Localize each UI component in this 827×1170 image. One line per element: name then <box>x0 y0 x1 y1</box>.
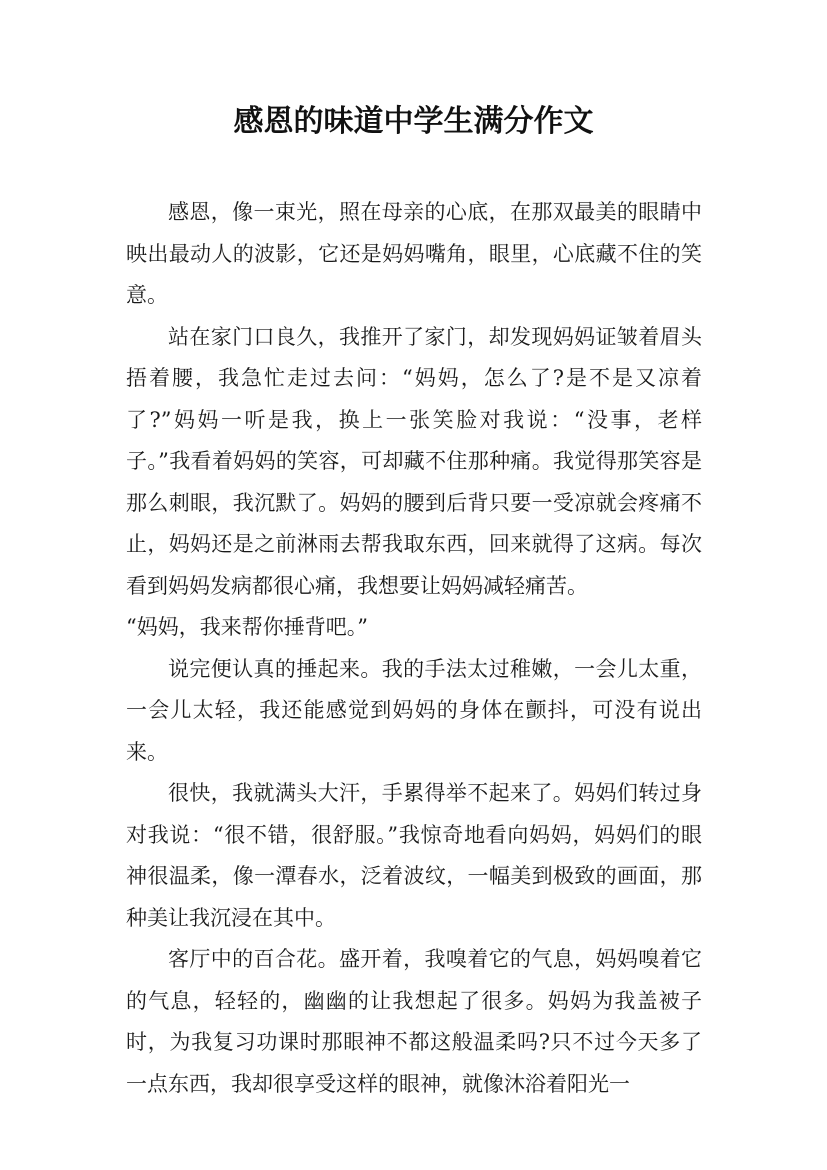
paragraph-4: 说完便认真的捶起来。我的手法太过稚嫩，一会儿太重，一会儿太轻，我还能感觉到妈妈的身体在颤抖，可没有说出来。 <box>126 656 702 764</box>
paragraph-1: 感恩，像一束光，照在母亲的心底，在那双最美的眼睛中映出最动人的波影，它还是妈妈嘴角，眼里，心底藏不住的笑意。 <box>126 200 702 307</box>
paragraph-3: “妈妈，我来帮你捶背吧。” <box>126 615 368 639</box>
paragraph-2: 站在家门口良久，我推开了家门，却发现妈妈证皱着眉头捂着腰，我急忙走过去问：“妈妈，怎么了?是不是又凉着了?”妈妈一听是我，换上一张笑脸对我说：“没事，老样子。”我看着妈妈的笑容，可却藏不住那种痛。我觉得那笑容是那么刺眼，我沉默了。妈妈的腰到后背只要一受凉就会疼痛不止，妈妈还是之前淋雨去帮我取东西，回来就得了这病。每次看到妈妈发病都很心痛，我想要让妈妈减轻痛苦。 <box>126 324 702 598</box>
paragraph-6: 客厅中的百合花。盛开着，我嗅着它的气息，妈妈嗅着它的气息，轻轻的，幽幽的让我想起了很多。妈妈为我盖被子时，为我复习功课时那眼神不都这般温柔吗?只不过今天多了一点东西，我却很享受这样的眼神，就像沐浴着阳光一 <box>126 947 702 1096</box>
document-title: 感恩的味道中学生满分作文 <box>233 104 594 139</box>
document-body <box>126 192 702 1105</box>
paragraph-5: 很快，我就满头大汗，手累得举不起来了。妈妈们转过身对我说：“很不错，很舒服。”我惊奇地看向妈妈，妈妈们的眼神很温柔，像一潭春水，泛着波纹，一幅美到极致的画面，那种美让我沉浸在其中。 <box>126 781 702 930</box>
